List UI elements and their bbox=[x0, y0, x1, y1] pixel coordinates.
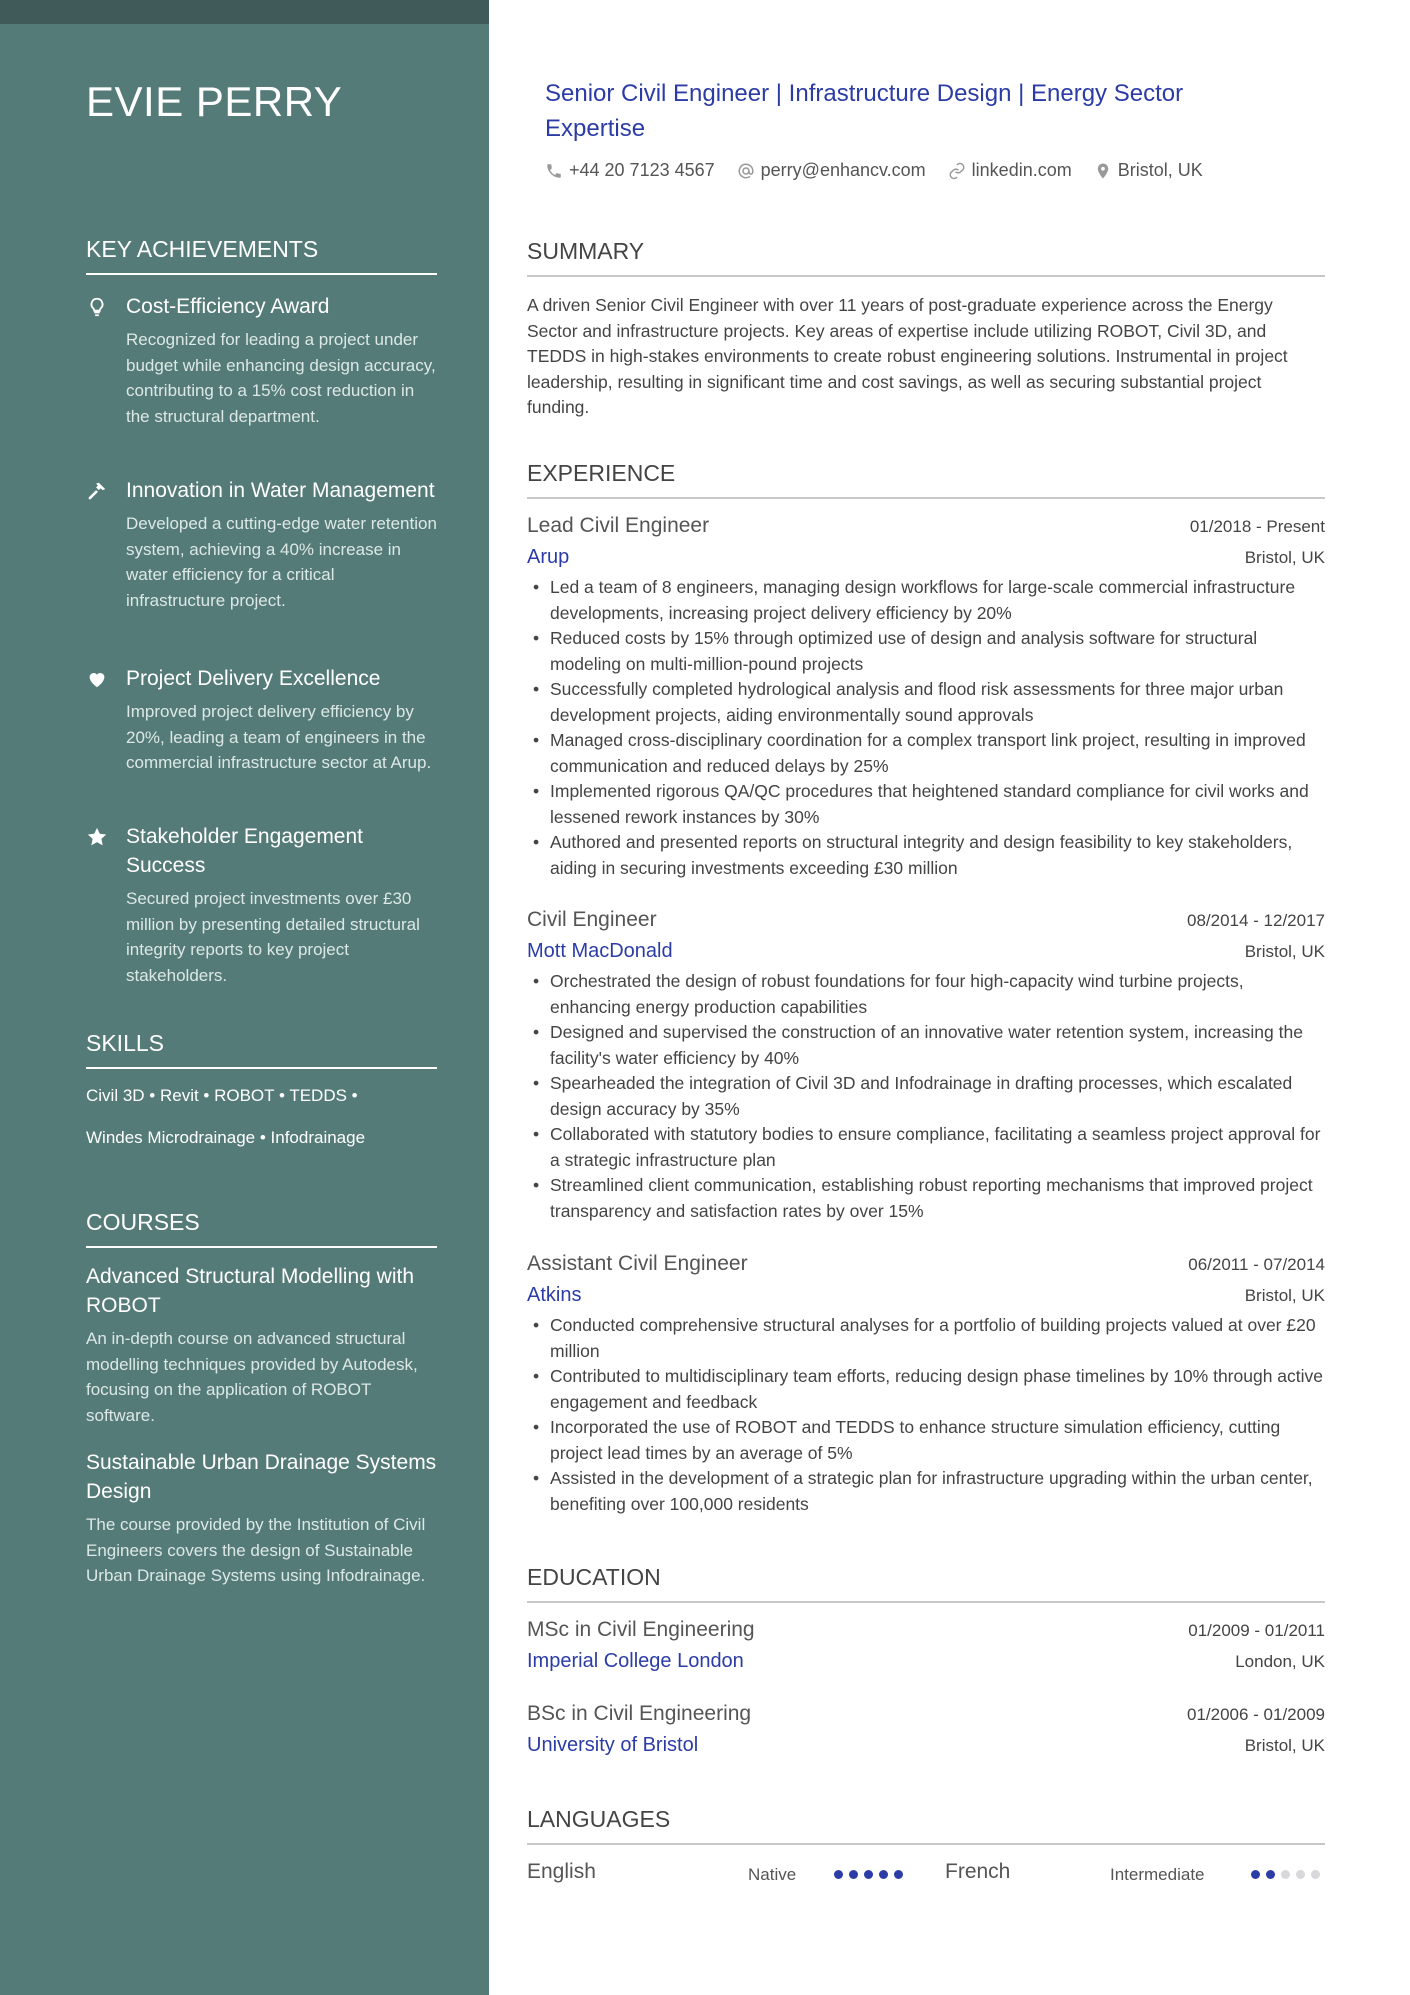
candidate-name: EVIE PERRY bbox=[86, 78, 343, 125]
star-icon bbox=[86, 826, 108, 848]
sidebar bbox=[0, 0, 489, 1995]
languages-list bbox=[527, 1860, 1325, 1890]
education-dates: 01/2009 - 01/2011 bbox=[1188, 1621, 1325, 1640]
job-dates: 08/2014 - 12/2017 bbox=[1186, 911, 1325, 930]
education-entry bbox=[527, 1618, 1325, 1673]
heart-icon bbox=[86, 668, 108, 690]
education-location: Bristol, UK bbox=[1244, 1736, 1325, 1755]
bullet-item: • Contributed to multidisciplinary team efforts, reducing design phase timelines by 10% through active engagement and feedback bbox=[527, 1364, 1325, 1415]
bullet-item: • Collaborated with statutory bodies to ensure compliance, facilitating a seamless project approval for a strategic infrastructure plan bbox=[527, 1122, 1325, 1173]
school: Imperial College London bbox=[527, 1650, 744, 1672]
job-entry bbox=[527, 908, 1325, 1224]
job-location: Bristol, UK bbox=[1244, 942, 1325, 961]
achievement-desc: Recognized for leading a project under budget while enhancing design accuracy, contributing to a 15% cost reduction in the structural department. bbox=[126, 330, 436, 426]
summary-text: A driven Senior Civil Engineer with over 11 years of post-graduate experience across the Energy Sector and infrastructure projects. Key areas of expertise include utilizing ROBOT, Civil 3D, and TEDDS in high-stakes environments to create robust engineering solutions. Instrumental in project leadership, resulting in significant time and cost savings, as well as securing substantial project funding. bbox=[527, 295, 1288, 417]
education-heading: EDUCATION bbox=[527, 1564, 1325, 1603]
language-rating bbox=[1251, 1870, 1320, 1879]
main-content bbox=[527, 0, 1325, 1995]
summary-heading: SUMMARY bbox=[527, 238, 1325, 277]
achievement-desc: Secured project investments over £30 million by presenting detailed structural integrity reports to key project stakeholders. bbox=[126, 889, 420, 985]
languages-heading: LANGUAGES bbox=[527, 1806, 1325, 1845]
bullet-item: • Authored and presented reports on structural integrity and design feasibility to key stakeholders, aiding in securing investments exceeding £30 million bbox=[527, 830, 1325, 881]
job-location: Bristol, UK bbox=[1244, 1286, 1325, 1305]
phone-icon bbox=[545, 162, 563, 180]
skills-list: Civil 3D • Revit • ROBOT • TEDDS • bbox=[86, 1086, 358, 1105]
bullet-item: • Spearheaded the integration of Civil 3D and Infodrainage in drafting processes, which escalated design accuracy by 35% bbox=[527, 1071, 1325, 1122]
wrench-icon bbox=[86, 480, 108, 502]
achievement-item bbox=[86, 664, 437, 776]
language-name-text: French bbox=[945, 1860, 1011, 1883]
rating-dot-filled bbox=[879, 1870, 888, 1879]
job-dates: 01/2018 - Present bbox=[1189, 517, 1325, 536]
contact-linkedin[interactable] bbox=[948, 160, 1072, 181]
bullet-item: • Led a team of 8 engineers, managing design workflows for large-scale commercial infrastructure developments, increasing project delivery efficiency by 20% bbox=[527, 575, 1325, 626]
skills-heading: SKILLS bbox=[86, 1030, 437, 1069]
job-bullets bbox=[527, 1313, 1325, 1517]
rating-dot-filled bbox=[1251, 1870, 1260, 1879]
email-text: perry@enhancv.com bbox=[760, 160, 926, 180]
job-dates: 06/2011 - 07/2014 bbox=[1188, 1255, 1325, 1274]
job-bullets bbox=[527, 575, 1325, 881]
degree: MSc in Civil Engineering bbox=[527, 1618, 755, 1641]
headline: Senior Civil Engineer | Infrastructure Design | Energy Sector Expertise bbox=[545, 80, 1184, 142]
linkedin-text: linkedin.com bbox=[971, 160, 1072, 180]
job-role: Civil Engineer bbox=[527, 908, 657, 931]
achievement-title: Innovation in Water Management bbox=[126, 479, 435, 502]
school: University of Bristol bbox=[527, 1734, 699, 1756]
contact-bar bbox=[545, 160, 1203, 181]
education-entry bbox=[527, 1702, 1325, 1757]
experience-heading: EXPERIENCE bbox=[527, 460, 1325, 499]
achievement-desc: Improved project delivery efficiency by 20%, leading a team of engineers in the commercial infrastructure sector at Arup. bbox=[126, 702, 432, 772]
bullet-item: • Orchestrated the design of robust foundations for four high-capacity wind turbine projects, enhancing energy production capabilities bbox=[527, 969, 1325, 1020]
achievement-desc: Developed a cutting-edge water retention system, achieving a 40% increase in water efficiency for a critical infrastructure project. bbox=[126, 514, 437, 610]
achievement-item bbox=[86, 822, 437, 988]
language-name bbox=[945, 1860, 1010, 1884]
job-company: Arup bbox=[527, 546, 570, 568]
language-level: Native bbox=[748, 1865, 797, 1884]
achievement-item bbox=[86, 292, 437, 429]
rating-dot-empty bbox=[1296, 1870, 1305, 1879]
bullet-item: • Conducted comprehensive structural analyses for a portfolio of building projects valued at over £20 million bbox=[527, 1313, 1325, 1364]
achievement-title: Project Delivery Excellence bbox=[126, 667, 381, 690]
rating-dot-empty bbox=[1311, 1870, 1320, 1879]
bullet-item: • Implemented rigorous QA/QC procedures that heightened standard compliance for civil works and lessened rework instances by 30% bbox=[527, 779, 1325, 830]
rating-dot-empty bbox=[1281, 1870, 1290, 1879]
sidebar-top-bar bbox=[0, 0, 489, 24]
bullet-item: • Streamlined client communication, establishing robust reporting mechanisms that improved project transparency and satisfaction rates by over 15% bbox=[527, 1173, 1325, 1224]
achievement-title: Stakeholder Engagement Success bbox=[126, 825, 363, 877]
bullet-item: • Managed cross-disciplinary coordination for a complex transport link project, resulting in improved communication and reduced delays by 25% bbox=[527, 728, 1325, 779]
courses-heading: COURSES bbox=[86, 1209, 437, 1248]
link-icon bbox=[948, 162, 966, 180]
job-role: Assistant Civil Engineer bbox=[527, 1252, 748, 1275]
language-name bbox=[527, 1860, 596, 1884]
course-desc: The course provided by the Institution of Civil Engineers covers the design of Sustainable Urban Drainage Systems using Infodrainage. bbox=[86, 1515, 426, 1585]
phone-text: +44 20 7123 4567 bbox=[569, 160, 715, 180]
course-item bbox=[86, 1448, 437, 1589]
bullet-item: • Designed and supervised the construction of an innovative water retention system, increasing the facility's water efficiency by 40% bbox=[527, 1020, 1325, 1071]
job-entry bbox=[527, 1252, 1325, 1517]
skills-list: Windes Microdrainage • Infodrainage bbox=[86, 1128, 366, 1147]
bullet-item: • Successfully completed hydrological analysis and flood risk assessments for three major urban development projects, aiding environmentally sound approvals bbox=[527, 677, 1325, 728]
rating-dot-filled bbox=[1266, 1870, 1275, 1879]
location-pin-icon bbox=[1094, 162, 1112, 180]
degree: BSc in Civil Engineering bbox=[527, 1702, 752, 1725]
achievement-title: Cost-Efficiency Award bbox=[126, 295, 330, 318]
job-company: Atkins bbox=[527, 1284, 582, 1306]
education-location: London, UK bbox=[1235, 1652, 1325, 1671]
language-name-text: English bbox=[527, 1860, 596, 1883]
course-title: Advanced Structural Modelling with ROBOT bbox=[86, 1265, 415, 1317]
rating-dot-filled bbox=[834, 1870, 843, 1879]
language-rating bbox=[834, 1870, 903, 1879]
course-title: Sustainable Urban Drainage Systems Design bbox=[86, 1451, 437, 1503]
language-level: Intermediate bbox=[1110, 1865, 1205, 1884]
job-bullets bbox=[527, 969, 1325, 1224]
course-item bbox=[86, 1262, 437, 1428]
location-text: Bristol, UK bbox=[1117, 160, 1203, 180]
job-location: Bristol, UK bbox=[1244, 548, 1325, 567]
contact-phone[interactable] bbox=[545, 160, 715, 181]
job-role: Lead Civil Engineer bbox=[527, 514, 710, 537]
lightbulb-icon bbox=[86, 296, 108, 318]
contact-location bbox=[1094, 160, 1203, 181]
rating-dot-filled bbox=[864, 1870, 873, 1879]
achievements-heading: KEY ACHIEVEMENTS bbox=[86, 236, 437, 275]
at-icon bbox=[737, 162, 755, 180]
course-desc: An in-depth course on advanced structural modelling techniques provided by Autodesk, focusing on the application of ROBOT software. bbox=[86, 1329, 418, 1425]
rating-dot-filled bbox=[894, 1870, 903, 1879]
bullet-item: • Incorporated the use of ROBOT and TEDDS to enhance structure simulation efficiency, cutting project lead times by an average of 5% bbox=[527, 1415, 1325, 1466]
job-entry bbox=[527, 514, 1325, 881]
rating-dot-filled bbox=[849, 1870, 858, 1879]
bullet-item: • Reduced costs by 15% through optimized use of design and analysis software for structural modeling on multi-million-pound projects bbox=[527, 626, 1325, 677]
job-company: Mott MacDonald bbox=[527, 940, 673, 962]
education-dates: 01/2006 - 01/2009 bbox=[1186, 1705, 1325, 1724]
bullet-item: • Assisted in the development of a strategic plan for infrastructure upgrading within the urban center, benefiting over 100,000 residents bbox=[527, 1466, 1325, 1517]
contact-email[interactable] bbox=[737, 160, 926, 181]
achievement-item bbox=[86, 476, 437, 613]
